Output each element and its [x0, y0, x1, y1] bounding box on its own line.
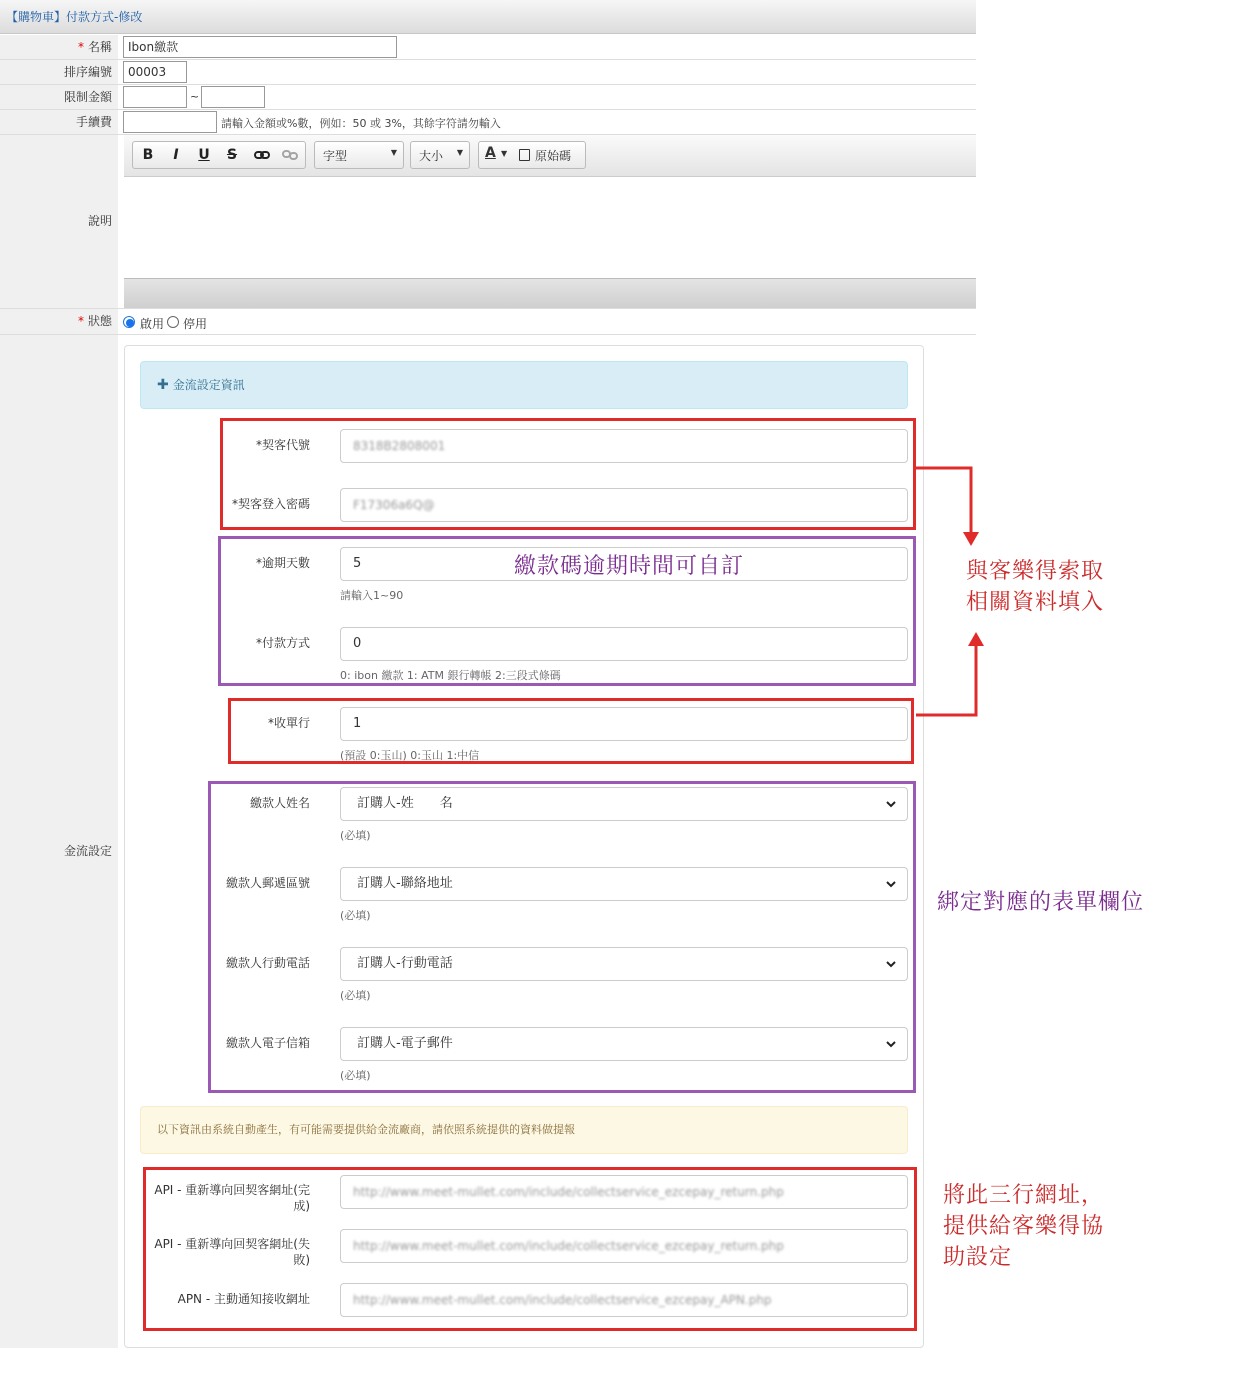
status-label: * 狀態 — [0, 309, 118, 334]
chevron-down-icon: ▼ — [456, 148, 463, 157]
url-annotation-line3: 助設定 — [943, 1245, 1013, 1270]
chevron-down-icon: ▼ — [501, 149, 508, 158]
gateway-section-title: 金流設定資訊 — [172, 378, 245, 392]
payer-email-label: 繳款人電子信箱 — [225, 1036, 310, 1050]
bank-highlight — [228, 698, 914, 764]
editor-toolbar — [124, 135, 976, 177]
chevron-down-icon: ▼ — [390, 148, 397, 157]
status-on-label: 啟用 — [140, 317, 165, 331]
status-off-label: 停用 — [183, 317, 208, 331]
limit-max-input[interactable] — [201, 86, 265, 108]
plus-icon: ✚ — [157, 377, 169, 393]
expire-days-label: *逾期天數 — [255, 556, 310, 570]
payer-email-help: (必填) — [340, 1069, 371, 1082]
payer-fields-highlight — [208, 781, 916, 1093]
sort-label: 排序編號 — [0, 60, 118, 84]
expire-days-input[interactable]: 5 — [340, 547, 908, 581]
unlink-icon[interactable] — [279, 142, 301, 168]
source-button[interactable]: 原始碼 — [535, 149, 572, 163]
pay-method-input[interactable]: 0 — [340, 627, 908, 661]
url-annotation-line2: 提供給客樂得協 — [943, 1214, 1105, 1239]
payer-zip-label: 繳款人郵遞區號 — [225, 876, 310, 890]
strike-button[interactable]: S — [226, 147, 238, 163]
payer-mobile-label: 繳款人行動電話 — [225, 956, 310, 970]
sort-input[interactable]: 00003 — [123, 61, 187, 83]
color-source-group — [478, 141, 586, 169]
payer-name-label: 繳款人姓名 — [249, 796, 310, 810]
size-select[interactable] — [410, 141, 470, 169]
bank-help: (預設 0:玉山) 0:玉山 1:中信 — [340, 749, 480, 762]
apn-label: APN - 主動通知接收網址 — [177, 1292, 310, 1306]
limit-label: 限制金額 — [0, 85, 118, 109]
editor-statusbar — [124, 278, 976, 308]
italic-button[interactable]: I — [173, 147, 179, 163]
api-fail-label: API - 重新導向回契客網址(失敗) — [154, 1237, 310, 1267]
auto-generated-notice: 以下資訊由系統自動產生，有可能需要提供給金流廠商，請依照系統提供的資料做提報 — [140, 1106, 908, 1154]
merchant-credentials-highlight — [220, 418, 916, 530]
merchant-id-input[interactable]: 8318B2808001 — [340, 429, 908, 463]
bank-input[interactable]: 1 — [340, 707, 908, 741]
fee-label: 手續費 — [0, 110, 118, 134]
text-color-button[interactable]: A — [485, 145, 496, 161]
bind-annotation: 綁定對應的表單欄位 — [937, 890, 1145, 915]
contact-annotation-line1: 與客樂得索取 — [966, 559, 1105, 584]
pay-method-label: *付款方式 — [255, 636, 310, 650]
page-title: 【購物車】付款方式-修改 — [0, 0, 976, 34]
api-fail-input[interactable]: http://www.meet-mullet.com/include/collectservice_ezcepay_return.php — [340, 1229, 908, 1263]
format-group — [132, 141, 306, 169]
fee-hint: 請輸入金額或%數，例如：50 或 3%，其餘字符請勿輸入 — [221, 117, 501, 130]
bank-label: *收單行 — [267, 716, 310, 730]
payer-zip-select[interactable]: 訂購人-聯絡地址 — [340, 867, 908, 901]
size-select-label: 大小 — [419, 149, 444, 163]
merchant-password-label: *契客登入密碼 — [231, 497, 310, 511]
gateway-section-header[interactable] — [140, 361, 908, 409]
fee-input[interactable] — [123, 111, 217, 133]
expire-annotation: 繳款碼逾期時間可自訂 — [514, 554, 745, 579]
merchant-id-label: *契客代號 — [255, 438, 310, 452]
link-icon[interactable] — [251, 142, 273, 168]
source-icon — [519, 149, 530, 161]
url-annotation-line1: 將此三行網址， — [943, 1183, 1105, 1208]
payer-mobile-select[interactable]: 訂購人-行動電話 — [340, 947, 908, 981]
merchant-password-input[interactable]: F17306a6Q@ — [340, 488, 908, 522]
payer-email-select[interactable]: 訂購人-電子郵件 — [340, 1027, 908, 1061]
bold-button[interactable]: B — [142, 147, 154, 163]
name-input[interactable]: Ibon繳款 — [123, 36, 397, 58]
expire-days-help: 請輸入1~90 — [340, 589, 404, 602]
api-success-label: API - 重新導向回契客網址(完成) — [154, 1183, 310, 1213]
api-success-input[interactable]: http://www.meet-mullet.com/include/collectservice_ezcepay_return.php — [340, 1175, 908, 1209]
payer-name-help: (必填) — [340, 829, 371, 842]
status-off-radio[interactable] — [167, 316, 179, 328]
api-urls-highlight — [143, 1167, 917, 1331]
gateway-label: 金流設定 — [0, 335, 118, 1348]
payer-mobile-help: (必填) — [340, 989, 371, 1002]
description-editor[interactable] — [124, 178, 976, 278]
contact-annotation-line2: 相關資料填入 — [966, 590, 1105, 615]
pay-method-help: 0: ibon 繳款 1: ATM 銀行轉帳 2:三段式條碼 — [340, 669, 561, 682]
font-select-label: 字型 — [323, 149, 348, 163]
apn-input[interactable]: http://www.meet-mullet.com/include/collectservice_ezcepay_APN.php — [340, 1283, 908, 1317]
description-label: 說明 — [0, 135, 118, 308]
payer-name-select[interactable]: 訂購人-姓 名 — [340, 787, 908, 821]
limit-min-input[interactable] — [123, 86, 187, 108]
font-select[interactable] — [314, 141, 404, 169]
name-label: * 名稱 — [0, 35, 118, 59]
status-on-radio[interactable] — [123, 316, 135, 328]
limit-separator: ~ — [190, 90, 200, 103]
payer-zip-help: (必填) — [340, 909, 371, 922]
underline-button[interactable]: U — [198, 147, 210, 163]
